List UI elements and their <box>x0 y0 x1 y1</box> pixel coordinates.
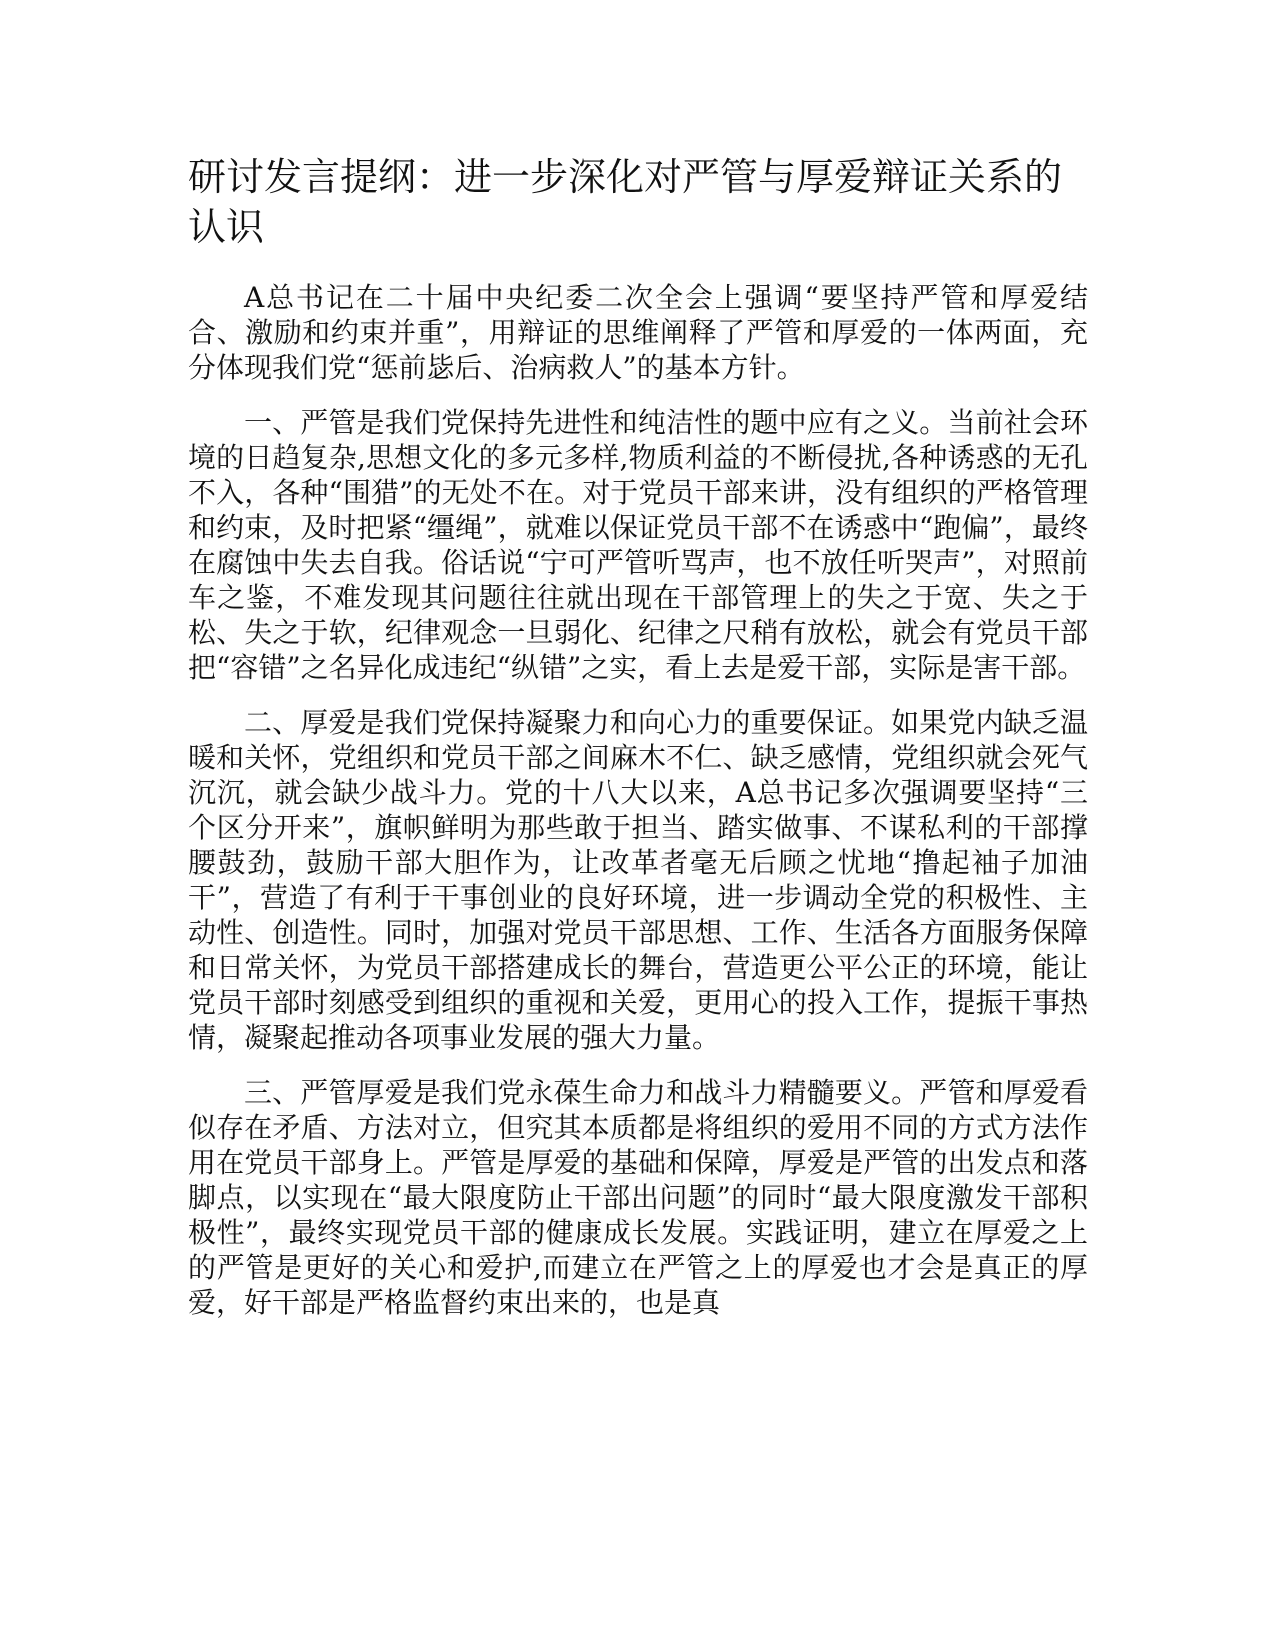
paragraph-section-1: 一、严管是我们党保持先进性和纯洁性的题中应有之义。当前社会环境的日趋复杂,思想文化的多元多样,物质利益的不断侵扰,各种诱惑的无孔不入，各种“围猎”的无处不在。对于党员干部来讲，没有组织的严格管理和约束，及时把紧“缰绳”，就难以保证党员干部不在诱惑中“跑偏”，最终在腐蚀中失去自我。俗话说“宁可严管听骂声，也不放任听哭声”，对照前车之鉴，不难发现其问题往往就出现在干部管理上的失之于宽、失之于松、失之于软，纪律观念一旦弱化、纪律之尺稍有放松，就会有党员干部把“容错”之名异化成违纪“纵错”之实，看上去是爱干部，实际是害干部。 <box>188 406 1088 684</box>
document-title: 研讨发言提纲：进一步深化对严管与厚爱辩证关系的认识 <box>188 155 1063 249</box>
paragraph-section-2: 二、厚爱是我们党保持凝聚力和向心力的重要保证。如果党内缺乏温暖和关怀，党组织和党员干部之间麻木不仁、缺乏感情，党组织就会死气沉沉，就会缺少战斗力。党的十八大以来，A总书记多次强调要坚持“三个区分开来”，旗帜鲜明为那些敢于担当、踏实做事、不谋私利的干部撑腰鼓劲，鼓励干部大胆作为，让改革者毫无后顾之忧地“撸起袖子加油干”，营造了有利于干事创业的良好环境，进一步调动全党的积极性、主动性、创造性。同时，加强对党员干部思想、工作、生活各方面服务保障和日常关怀，为党员干部搭建成长的舞台，营造更公平公正的环境，能让党员干部时刻感受到组织的重视和关爱，更用心的投入工作，提振干事热情，凝聚起推动各项事业发展的强大力量。 <box>188 706 1088 1054</box>
document-body <box>188 280 1088 1340</box>
paragraph-intro: A总书记在二十届中央纪委二次全会上强调“要坚持严管和厚爱结合、激励和约束并重”，用辩证的思维阐释了严管和厚爱的一体两面，充分体现我们党“惩前毖后、治病救人”的基本方针。 <box>188 281 1088 384</box>
paragraph-section-3: 三、严管厚爱是我们党永葆生命力和战斗力精髓要义。严管和厚爱看似存在矛盾、方法对立，但究其本质都是将组织的爱用不同的方式方法作用在党员干部身上。严管是厚爱的基础和保障，厚爱是严管的出发点和落脚点，以实现在“最大限度防止干部出问题”的同时“最大限度激发干部积极性”，最终实现党员干部的健康成长发展。实践证明，建立在厚爱之上的严管是更好的关心和爱护,而建立在严管之上的厚爱也才会是真正的厚爱，好干部是严格监督约束出来的，也是真 <box>188 1076 1088 1319</box>
